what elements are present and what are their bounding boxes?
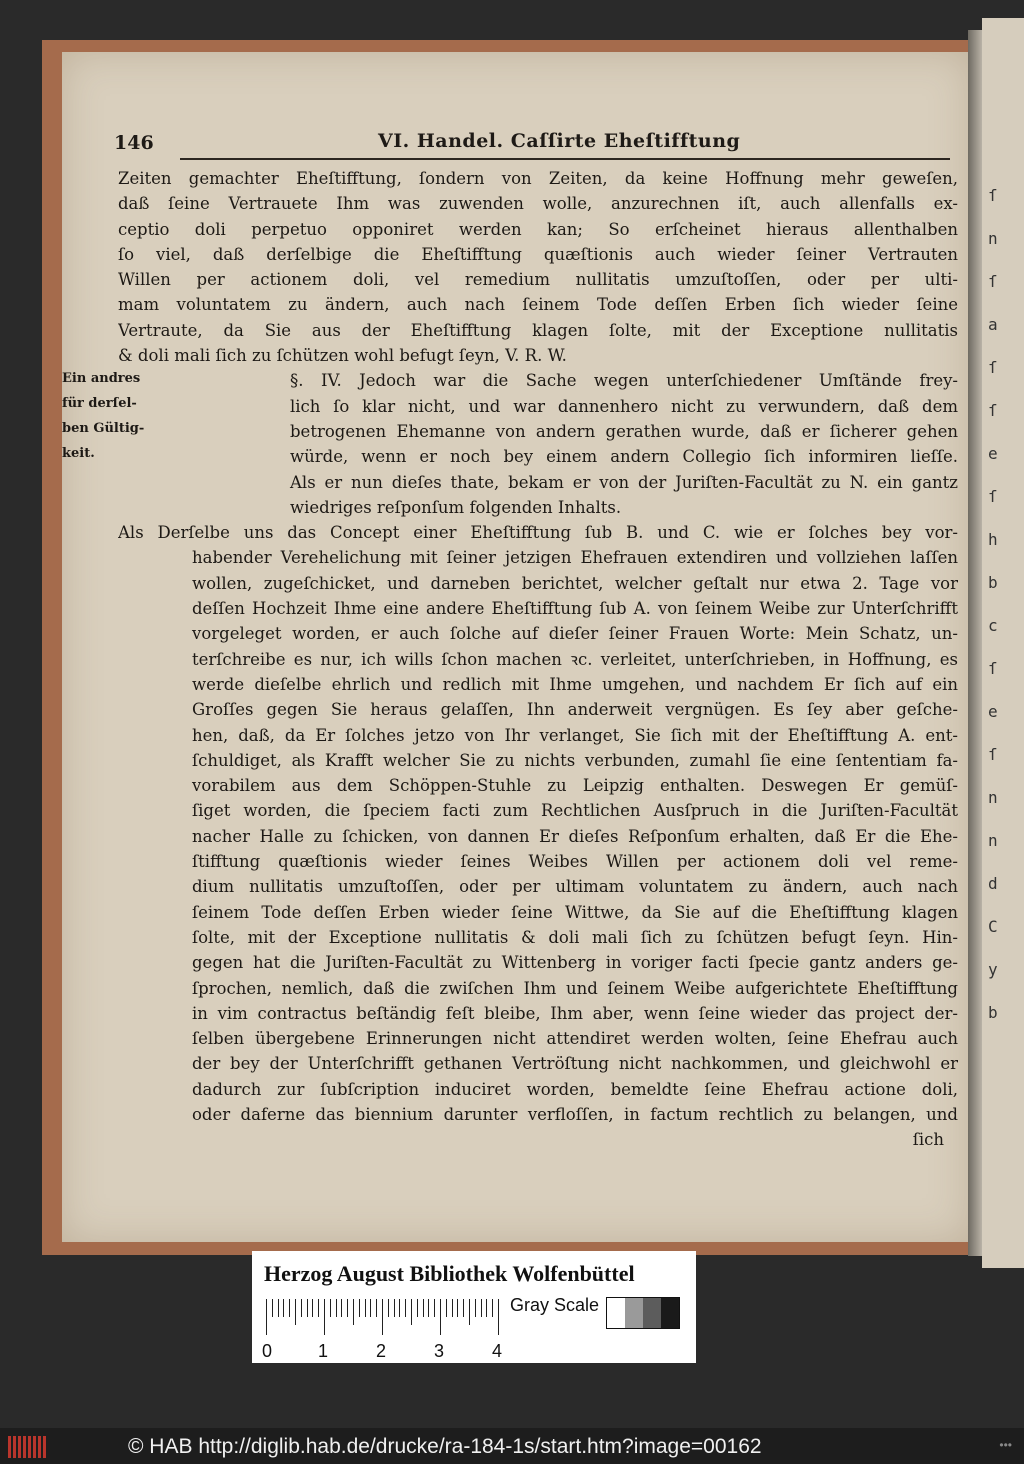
text-line: wiedriges reſponſum folgenden Inhalts. <box>290 497 622 517</box>
facing-page-glyph: d <box>988 874 998 893</box>
scale-tick <box>295 1299 296 1325</box>
logo-bar <box>13 1436 16 1458</box>
text-line: Als er nun dieſes thate, bekam er von der Juriſten-Facultät zu N. ein gantz <box>290 472 958 492</box>
gray-patch <box>661 1298 679 1328</box>
scale-tick <box>353 1299 354 1325</box>
scale-tick <box>486 1299 487 1317</box>
text-line: oder daferne das biennium darunter verfloſſen, in factum rechtlich zu belangen, und <box>192 1104 958 1124</box>
text-line: lich ſo klar nicht, und war dannenhero nicht zu verwundern, daß dem <box>290 396 958 416</box>
text-line: ſelben übergebene Erinnerungen nicht attendiret werden wolten, ſeine Ehefrau auch <box>192 1029 958 1049</box>
facing-page-glyph: ſ <box>988 272 998 291</box>
facing-page-glyph: ſ <box>988 487 998 506</box>
gray-scale-bar <box>606 1297 680 1329</box>
scale-number: 1 <box>318 1341 329 1361</box>
marginal-note-line: Ein andres <box>62 371 141 386</box>
text-line: ſprochen, nemlich, daß die zwiſchen Ihm und ſeinem Weibe aufgerichtete Eheſtifftung <box>192 978 958 998</box>
logo-bar <box>38 1436 41 1458</box>
facing-page-glyph: n <box>988 831 998 850</box>
facing-page-glyph: n <box>988 229 998 248</box>
facing-page-glyph: ſ <box>988 745 998 764</box>
text-line: betrogenen Ehemanne von andern gerathen wurde, daß er ſicherer gehen <box>290 421 958 441</box>
text-line: dium nullitatis umzuſtoſſen, oder per ultimam voluntatem zu ändern, auch nach <box>192 877 958 897</box>
logo-bar <box>18 1436 21 1458</box>
page-body-text <box>118 166 958 1153</box>
scale-tick <box>452 1299 453 1317</box>
scale-tick <box>440 1299 441 1335</box>
text-line: habender Verehelichung mit ſeiner jetzigen Ehefrauen extendiren und vollziehen laſſen <box>192 548 958 568</box>
text-line: wollen, zugeſchicket, und darneben berichtet, welcher geſtalt nur etwa 2. Tage vor <box>192 573 958 593</box>
facing-page-glyph: c <box>988 616 998 635</box>
scale-tick <box>457 1299 458 1317</box>
text-line: Vertraute, da Sie aus der Eheſtifftung klagen ſolte, mit der Exceptione nullitatis <box>118 320 958 340</box>
scale-tick <box>278 1299 279 1317</box>
text-line: & doli mali ſich zu ſchützen wohl befugt ſeyn, V. R. W. <box>118 346 567 366</box>
facing-page-glyph: ſ <box>988 186 998 205</box>
text-line: Zeiten gemachter Eheſtifftung, ſondern von Zeiten, da keine Hoffnung mehr geweſen, <box>118 169 958 188</box>
scale-tick <box>394 1299 395 1317</box>
scale-tick <box>301 1299 302 1317</box>
facing-page-glyph: h <box>988 530 998 549</box>
text-line: der bey der Unterſchrifft gethanen Vertröſtung nicht nachkommen, und gleichwohl er <box>192 1054 958 1074</box>
scale-tick <box>382 1299 383 1335</box>
gray-scale-label: Gray Scale <box>510 1295 600 1315</box>
scale-tick <box>324 1299 325 1335</box>
scale-tick <box>289 1299 290 1317</box>
page-header <box>112 128 972 158</box>
scale-tick <box>428 1299 429 1317</box>
header-rule <box>180 158 950 160</box>
facing-page-glyph: C <box>988 917 998 936</box>
facing-page-glyph: a <box>988 315 998 334</box>
text-line: hen, daß, da Er ſolches jetzo von Ihr verlanget, Sie ſich mit der Eheſtifftung A. ent- <box>192 725 958 745</box>
scale-tick <box>446 1299 447 1317</box>
scale-tick <box>475 1299 476 1317</box>
scale-tick <box>417 1299 418 1317</box>
scale-tick <box>411 1299 412 1325</box>
scale-tick <box>330 1299 331 1317</box>
facing-page-glyph: y <box>988 960 998 979</box>
logo-bar <box>23 1436 26 1458</box>
facing-page-edge <box>982 18 1024 1268</box>
scale-tick <box>399 1299 400 1317</box>
text-line: ſtifftung quæſtionis wieder ſeines Weibes Willen per actionem doli vel reme- <box>192 852 958 872</box>
facing-page-glyph: n <box>988 788 998 807</box>
text-line: Groſſes gegen Sie heraus gelaſſen, Ihn anderweit vergnügen. Es ſey aber geſche- <box>192 700 958 720</box>
scale-tick <box>405 1299 406 1317</box>
scale-tick <box>365 1299 366 1317</box>
library-stamp <box>252 1251 696 1363</box>
scale-number: 0 <box>262 1341 273 1361</box>
facing-page-glyph: ſ <box>988 659 998 678</box>
logo-bar <box>8 1436 11 1458</box>
copyright-url[interactable]: © HAB http://diglib.hab.de/drucke/ra-184-1s/start.htm?image=00162 <box>128 1435 762 1458</box>
facing-page-glyph: e <box>988 444 998 463</box>
page-gutter <box>968 30 982 1256</box>
text-line: würde, wenn er noch bey einem andern Collegio ſich informiren lieſſe. <box>290 447 958 467</box>
scale-tick <box>312 1299 313 1317</box>
measure-scale <box>262 1299 506 1361</box>
text-line: §. IV. Jedoch war die Sache wegen unterſchiedener Umſtände frey- <box>290 371 958 391</box>
running-title: VI. Handel. Caſſirte Eheſtifftung <box>378 130 741 152</box>
text-line: terſchreibe es nur, ich wills ſchon machen ꝛc. verleitet, unterſchrieben, in Hoffnung, es <box>192 649 958 669</box>
scale-tick <box>347 1299 348 1317</box>
facing-page-glyph: ſ <box>988 358 998 377</box>
text-line: in vim contractus beſtändig feſt bleibe, Ihm aber, wenn ſeine wieder das project der- <box>192 1003 958 1023</box>
marginal-note-line: für derſel- <box>62 396 137 411</box>
text-line: ſchuldiget, als Krafft welcher Sie zu nichts verbunden, zumahl ſie eine ſententiam fa- <box>192 750 958 770</box>
text-line: werde dieſelbe ehrlich und redlich mit Ihme umgehen, und nachdem Er ſich auf ein <box>192 674 958 694</box>
scale-number: 4 <box>492 1341 503 1361</box>
scale-tick <box>469 1299 470 1325</box>
text-line: ſolte, mit der Exceptione nullitatis & doli mali ſich zu ſchützen befugt ſeyn. Hin- <box>192 927 958 947</box>
scale-tick <box>423 1299 424 1317</box>
viewer-footer <box>0 1428 1024 1464</box>
scale-tick <box>283 1299 284 1317</box>
text-line: ſeinem Tode deſſen Erben wieder ſeine Wittwe, da Sie auf die Eheſtifftung klagen <box>192 902 958 922</box>
text-line: ſo viel, daß derſelbige die Eheſtifftung quæſtionis auch wieder ſeiner Vertrauten <box>118 244 958 264</box>
text-line: nacher Halle zu ſchicken, von dannen Er dieſes Reſponſum erhalten, daß Er die Ehe- <box>192 826 958 846</box>
logo-bar <box>43 1436 46 1458</box>
text-line: ſiget worden, die ſpeciem facti zum Rechtlichen Ausſpruch in die Juriſten-Facultät <box>192 801 958 821</box>
facing-page-glyph: e <box>988 702 998 721</box>
scale-number: 2 <box>376 1341 387 1361</box>
logo-bar <box>33 1436 36 1458</box>
gray-patch <box>643 1298 661 1328</box>
logo-bar <box>28 1436 31 1458</box>
scale-tick <box>341 1299 342 1317</box>
gray-patch <box>607 1298 625 1328</box>
scale-tick <box>318 1299 319 1317</box>
facing-page-glyph: b <box>988 573 998 592</box>
scale-tick <box>266 1299 267 1335</box>
marginal-note-line: keit. <box>62 446 95 461</box>
scale-number: 3 <box>434 1341 445 1361</box>
more-icon[interactable]: ••• <box>999 1438 1012 1452</box>
scale-tick <box>359 1299 360 1317</box>
hab-logo-icon <box>8 1432 48 1460</box>
scale-tick <box>434 1299 435 1317</box>
text-line: ceptio doli perpetuo opponiret werden kan; So erſcheinet hieraus allenthalben <box>118 219 958 239</box>
facing-page-glyph: ſ <box>988 401 998 420</box>
text-line: dadurch zur ſubſcription induciret worden, bemeldte ſeine Ehefrau actione doli, <box>192 1079 958 1099</box>
text-line: deſſen Hochzeit Ihme eine andere Eheſtifftung ſub A. von ſeinem Weibe zur Unterſchrifft <box>192 599 958 619</box>
scale-tick <box>307 1299 308 1317</box>
marginal-note-line: ben Gültig- <box>62 421 145 436</box>
scale-tick <box>498 1299 499 1335</box>
scale-tick <box>492 1299 493 1317</box>
page-number: 146 <box>114 132 154 154</box>
library-name: Herzog August Bibliothek Wolfenbüttel <box>264 1261 635 1286</box>
scale-tick <box>463 1299 464 1317</box>
scale-tick <box>388 1299 389 1317</box>
scale-tick <box>481 1299 482 1317</box>
scale-tick <box>370 1299 371 1317</box>
text-line: vorgeleget worden, er auch ſolche auf dieſer ſeiner Frauen Worte: Mein Schatz, un- <box>192 624 958 644</box>
scale-tick <box>272 1299 273 1317</box>
facing-page-glyph: b <box>988 1003 998 1022</box>
catchword: ſich <box>912 1130 944 1150</box>
scale-tick <box>336 1299 337 1317</box>
text-line: mam voluntatem zu ändern, auch nach ſeinem Tode deſſen Erben ſich wieder ſeine <box>118 295 958 315</box>
text-line: Als Derſelbe uns das Concept einer Eheſtifftung ſub B. und C. wie er ſolches bey vor- <box>118 523 958 543</box>
text-line: Willen per actionem doli, vel remedium nullitatis umzuſtoſſen, oder per ulti- <box>118 270 958 290</box>
text-line: gegen hat die Juriſten-Facultät zu Wittenberg in voriger facti ſpecie gantz anders ge- <box>192 953 958 973</box>
text-line: vorabilem aus dem Schöppen-Stuhle zu Leipzig enthalten. Deswegen Er gemüſ- <box>192 776 958 796</box>
scale-tick <box>376 1299 377 1317</box>
gray-patch <box>625 1298 643 1328</box>
text-line: daß ſeine Vertrauete Ihm was zuwenden wolle, anzurechnen iſt, auch allenfalls ex- <box>118 194 958 214</box>
